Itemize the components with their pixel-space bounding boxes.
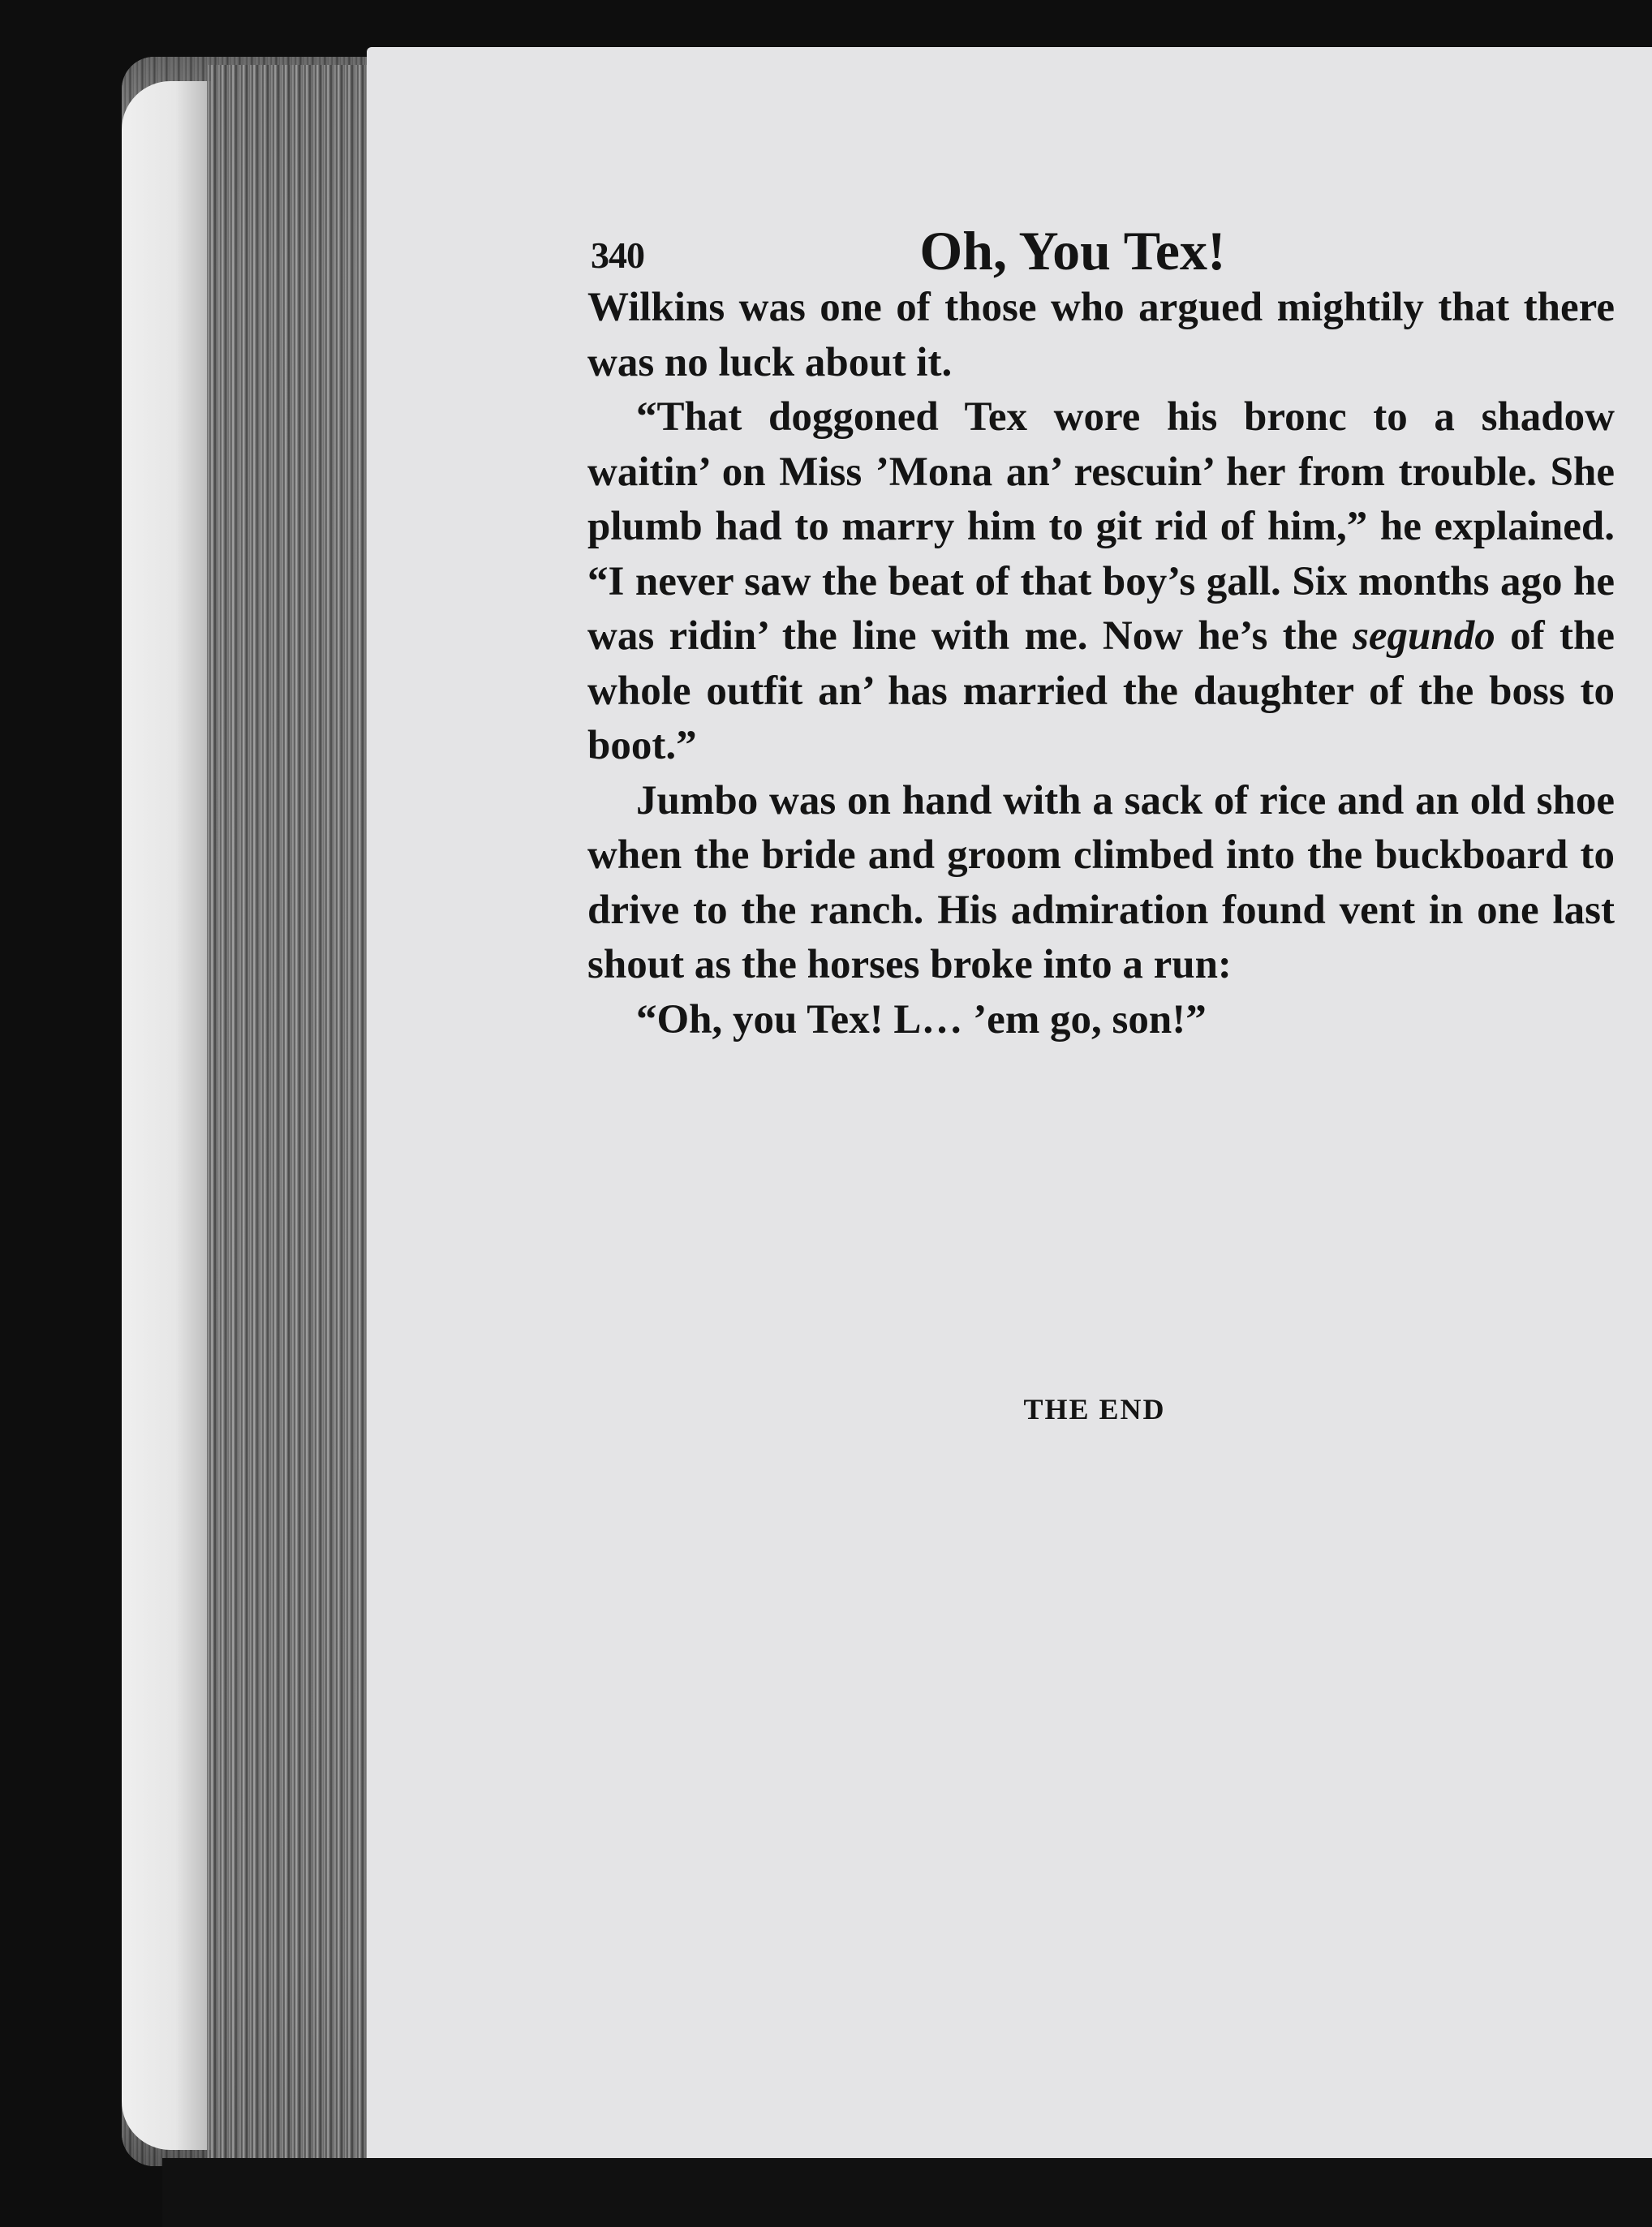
italic-word: segundo <box>1353 613 1495 659</box>
bottom-shadow <box>162 2158 1652 2227</box>
paragraph-3: Jumbo was on hand with a sack of rice and an old shoe when the bride and groom climbed into the buckboard to drive to the ranch. His admiration found vent in one last shout as the horses broke into a run: <box>587 777 1615 987</box>
book-edge-stripes <box>207 65 373 2158</box>
running-head <box>587 191 1615 281</box>
page <box>367 47 1652 2173</box>
the-end-label: THE END <box>1023 1393 1166 1425</box>
page-text-block <box>587 191 1615 1425</box>
paragraph-4: “Oh, you Tex! L… ’em go, son!” <box>636 996 1207 1043</box>
running-title: Oh, You Tex! <box>919 220 1226 282</box>
paragraph-2: “That doggoned Tex wore his bronc to a shadow waitin’ on Miss ’Mona an’ rescuin’ her from trouble. She plumb had to marry him to git rid of him,” he explained. “I never saw the beat of that boy’s gall. Six months ago he was ridin’ the line with me. Now he’s the segundo of the whole outfit an’ has married the daughter of the boss to boot.” <box>587 394 1615 768</box>
page-number: 340 <box>591 234 644 276</box>
book-edge-highlight <box>122 81 211 2150</box>
paragraph-1: Wilkins was one of those who argued mightily that there was no luck about it. <box>587 285 1615 385</box>
